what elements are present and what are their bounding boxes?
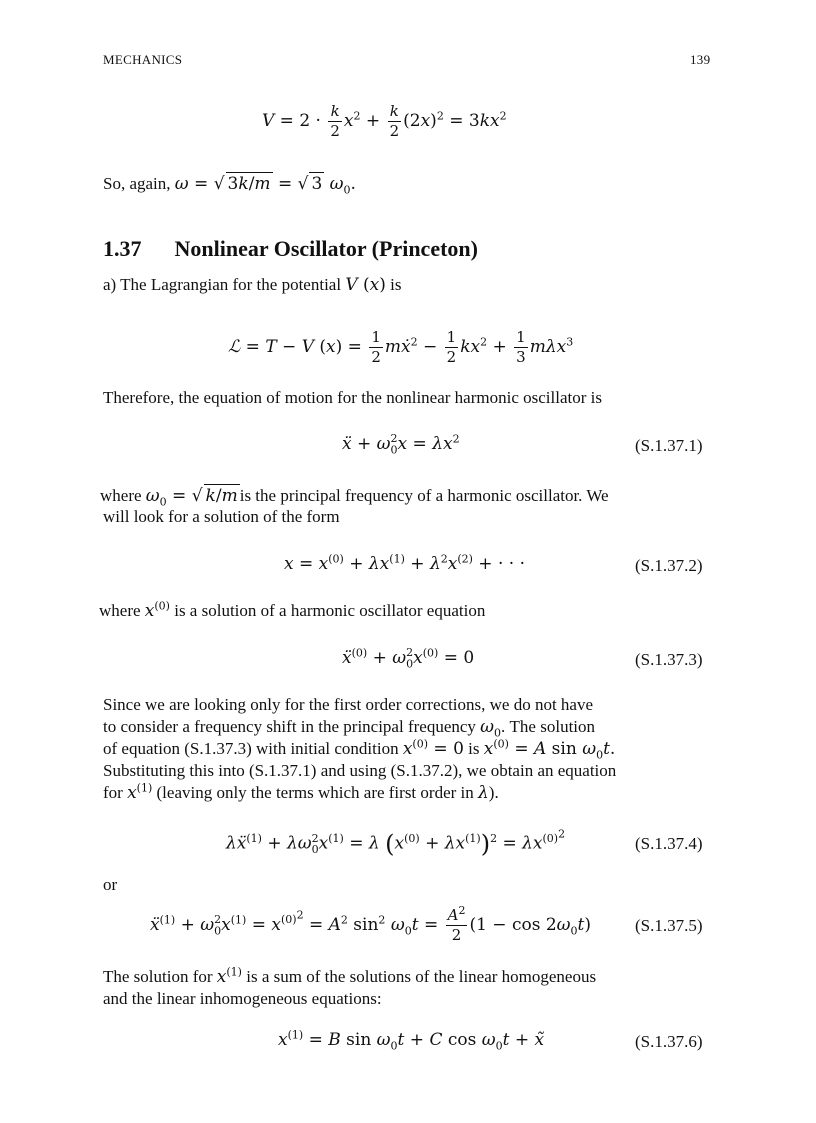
harmonic-equation: ẍ$^{(0)}$ + $\omega_0^2x^{(0)} = 0$ bbox=[342, 646, 475, 671]
where-line-2: where $x^{(0)}$ is a solution of a harmonic oscillator equation bbox=[99, 599, 486, 621]
first-order-equation: λẍ$^{(1)}$ + $\lambda\omega_0^2x^{(1)} = \lambda$ $(x^{(0)} + \lambda x^{(1)})^2 = \lambda x^{(0)^2}$ bbox=[226, 827, 566, 858]
where-line-1-cont: will look for a solution of the form bbox=[103, 507, 340, 526]
so-again-line: So, again, ω = √ 3k/m = √ 3 $\omega_0$. bbox=[103, 174, 356, 197]
running-header: MECHANICS bbox=[103, 52, 183, 67]
equation-label-1: (S.1.37.1) bbox=[635, 436, 703, 455]
section-number: 1.37 bbox=[103, 236, 142, 261]
section-title: Nonlinear Oscillator (Princeton) bbox=[174, 236, 478, 261]
solution-paragraph: The solution for $x^{(1)}$ is a sum of the solutions of the linear homogeneous and the linear inhomogeneous equations: bbox=[103, 965, 597, 1008]
perturbation-series: $x = x^{(0)} + \lambda x^{(1)} + \lambda^2x^{(2)}$ + · · · bbox=[284, 552, 525, 574]
section-heading bbox=[103, 236, 478, 262]
equation-label-6: (S.1.37.6) bbox=[635, 1032, 703, 1051]
since-paragraph: Since we are looking only for the first order corrections, we do not have to consider a frequency shift in the principal frequency $\omega_0$. The solution of equation (S.1.37.3) with initial condition $x^{(0)} = 0$ is $x^{(0)} = A$ $\sin \omega_0t$. Substituting this into (S.1.37.1) and using (S.1.37.2), we obtain an equation for $x^{(1)}$ (leaving only the terms which are first order in λ). bbox=[103, 695, 617, 803]
where-line-1: where $\omega_0$ = √ k/m is the principal frequency of a harmonic oscillator. We bbox=[100, 486, 609, 509]
equation-label-5: (S.1.37.5) bbox=[635, 916, 703, 935]
potential-equation: V = 2 · $\frac{k}{2}$ $x^2$ + $\frac{k}{2}$ $(2x)^2 = 3kx^2$ bbox=[262, 102, 507, 140]
equation-label-2: (S.1.37.2) bbox=[635, 556, 703, 575]
paragraph-a: a) The Lagrangian for the potential V (x) is bbox=[103, 275, 402, 295]
therefore-line: Therefore, the equation of motion for the nonlinear harmonic oscillator is bbox=[103, 388, 602, 407]
equation-label-3: (S.1.37.3) bbox=[635, 650, 703, 669]
or-line: or bbox=[103, 875, 118, 894]
page-number: 139 bbox=[690, 52, 711, 67]
equation-label-4: (S.1.37.4) bbox=[635, 834, 703, 853]
equation-of-motion: ẍ + $\omega_0^2x = \lambda x^2$ bbox=[342, 432, 460, 457]
first-order-equation-expanded: ẍ$^{(1)}$ + $\omega_0^2x^{(1)} = x^{(0)^2} = A^2$ $\sin^2 \omega_0t$ = $\frac{A^2}{2}$ $(1 - \cos 2\omega_0t)$ bbox=[150, 904, 592, 944]
solution-equation: $x^{(1)} = B$ $\sin \omega_0t + C$ $\cos \omega_0t$ + x̃ bbox=[278, 1028, 545, 1053]
lagrangian-equation: ℒ = T − V (x) = $\frac{1}{2}$ mẋ$^2$ − $\frac{1}{2}$ $kx^2$ + $\frac{1}{3}$ mλx$^3$ bbox=[228, 328, 574, 366]
